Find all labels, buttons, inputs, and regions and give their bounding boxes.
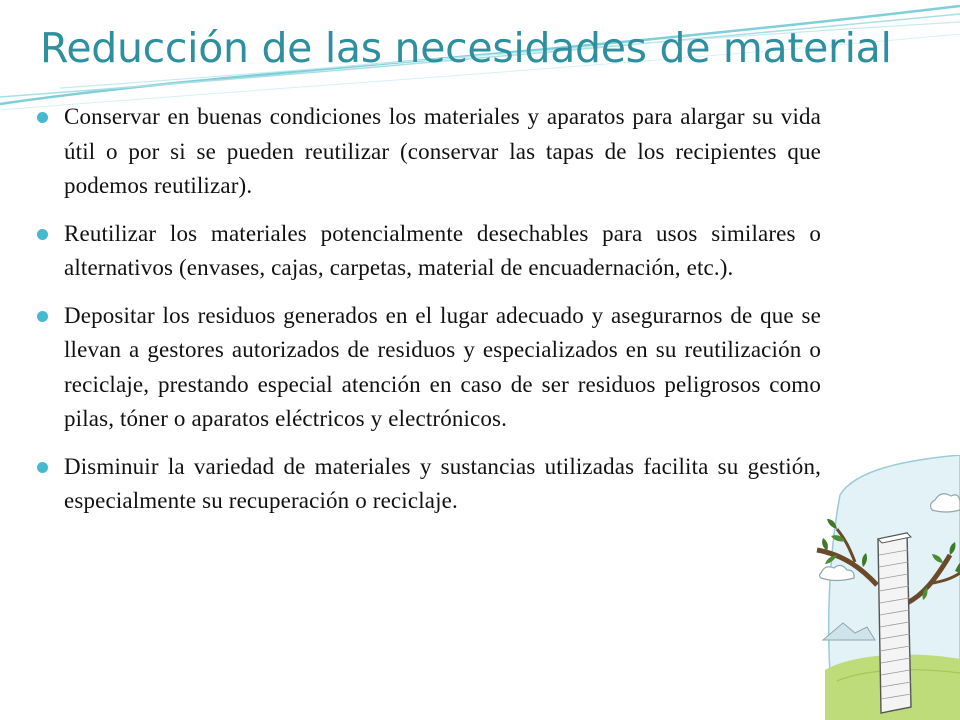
bullet-item (35, 299, 821, 437)
bullet-item (35, 217, 821, 286)
bullet-dot-icon (37, 229, 48, 240)
bullet-item (35, 100, 821, 204)
bullet-dot-icon (37, 311, 48, 322)
slide-title: Reducción de las necesidades de material (40, 24, 892, 72)
bullet-text: Reutilizar los materiales potencialmente desechables para usos similares o alternativos (envases, cajas, carpetas, material de encuadernación, etc.). (64, 220, 821, 280)
bullet-text: Disminuir la variedad de materiales y sustancias utilizadas facilita su gestión, especialmente su recuperación o reciclaje. (64, 453, 821, 513)
bullet-item (35, 450, 821, 519)
bullet-text: Conservar en buenas condiciones los materiales y aparatos para alargar su vida útil o por si se pueden reutilizar (conservar las tapas de los recipientes que podemos reutilizar). (64, 104, 821, 198)
bullet-dot-icon (37, 462, 48, 473)
bullet-text: Depositar los residuos generados en el lugar adecuado y asegurarnos de que se llevan a gestores autorizados de residuos y especializados en su reutilización o reciclaje, prestando especial atención en caso de ser residuos peligrosos como pilas, tóner o aparatos eléctricos y electrónicos. (64, 302, 821, 431)
paper-stack-tree-illustration (815, 455, 960, 720)
bullet-list (35, 100, 821, 532)
bullet-dot-icon (37, 112, 48, 123)
